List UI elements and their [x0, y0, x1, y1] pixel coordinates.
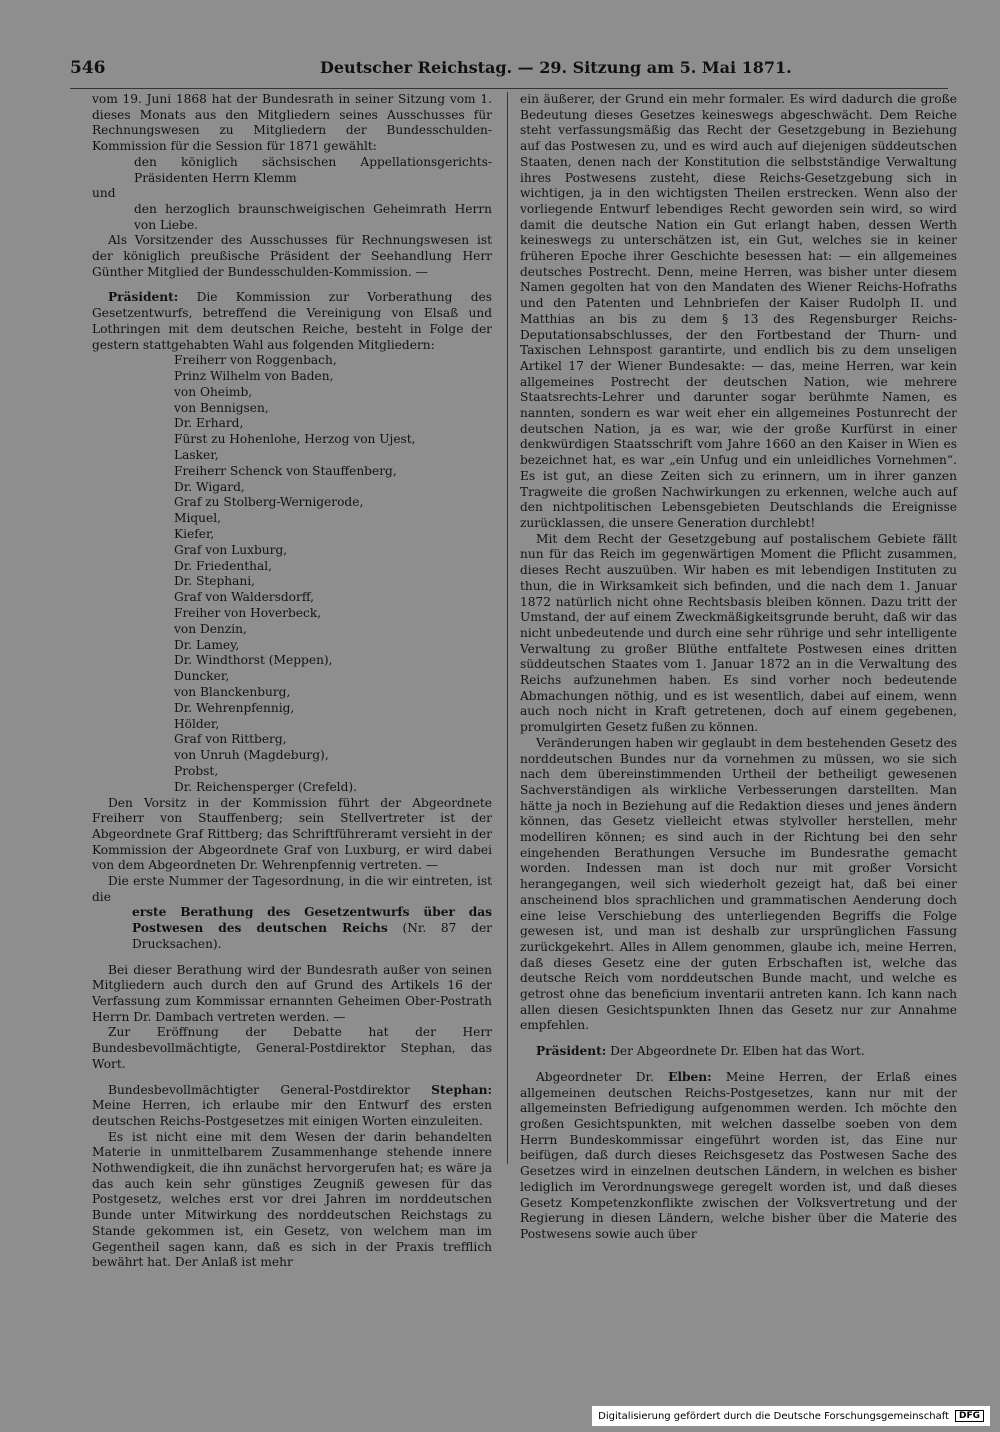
member-list-item: Probst, — [174, 763, 219, 778]
page-number: 546 — [70, 58, 106, 78]
paragraph — [520, 1044, 957, 1060]
member-list-item: Freiherr von Roggenbach, — [174, 353, 337, 368]
member-list-item: Dr. Stephani, — [174, 574, 256, 589]
member-list-item: Dr. Windthorst (Meppen), — [174, 653, 333, 668]
paragraph: vom 19. Juni 1868 hat der Bundesrath in seiner Sitzung vom 1. dieses Monats aus den Mitgliedern seines Ausschusses für Rechnungswesen zu Mitgliedern der Bundesschulden-Kommission für die Session für 1871 gewählt: — [92, 92, 492, 154]
left-column — [92, 92, 492, 1271]
paragraph: den herzoglich braunschweigischen Geheimrath Herrn von Liebe. — [134, 201, 492, 232]
paragraph: Den Vorsitz in der Kommission führt der Abgeordnete Freiherr von Stauffenberg; sein Stellvertreter ist der Abgeordnete Graf Rittberg; das Schriftführeramt versieht in der Kommission der Abgeordnete Graf von Luxburg, er wird dabei von dem Abgeordneten Dr. Wehrenpfennig vertreten. — — [92, 795, 492, 873]
member-list — [92, 353, 492, 795]
member-list-item: von Blanckenburg, — [174, 684, 291, 699]
agenda-ref: (Nr. 87 der Drucksachen). — [132, 921, 492, 951]
dfg-logo: DFG — [955, 1410, 984, 1422]
member-list-item: Kiefer, — [174, 527, 215, 542]
speaker-role: Abgeordneter Dr. — [536, 1069, 669, 1084]
member-list-item: Graf zu Stolberg-Wernigerode, — [174, 495, 364, 510]
running-head: Deutscher Reichstag. — 29. Sitzung am 5. Mai 1871. — [320, 58, 792, 77]
right-column — [520, 92, 957, 1243]
speaker-name: Präsident: — [108, 290, 179, 305]
member-list-item: Fürst zu Hohenlohe, Herzog von Ujest, — [174, 432, 416, 447]
paragraph: Es ist nicht eine mit dem Wesen der darin behandelten Materie in unmittelbarem Zusammenhange stehende innere Nothwendigkeit, die ihn zunächst hervorgerufen hat; es wäre ja das auch kein sehr günstiges Zeugniß gewesen für das Postgesetz, welches erst vor drei Jahren im norddeutschen Bunde unter Mitwirkung des norddeutschen Reichstags zu Stande gekommen ist, ein Gesetz, von welchem man im Gegentheil sagen kann, daß es sich in der Praxis trefflich bewährt hat. Der Anlaß ist mehr — [92, 1129, 492, 1270]
paragraph: Zur Eröffnung der Debatte hat der Herr Bundesbevollmächtigte, General-Postdirektor Stephan, das Wort. — [92, 1025, 492, 1071]
column-divider — [507, 92, 508, 1164]
member-list-item: Graf von Waldersdorff, — [174, 590, 314, 605]
paragraph: Bei dieser Berathung wird der Bundesrath außer von seinen Mitgliedern auch durch den auf Grund des Artikels 16 der Verfassung zum Kommissar ernannten Geheimen Ober-Postrath Herrn Dr. Dambach vertreten werden. — — [92, 962, 492, 1024]
paragraph: den königlich sächsischen Appellationsgerichts-Präsidenten Herrn Klemm — [134, 154, 492, 185]
digitization-credit — [592, 1406, 990, 1426]
paragraph — [92, 290, 492, 353]
speech-text: Meine Herren, der Erlaß eines allgemeinen deutschen Reichs-Postgesetzes, kann nur mit der allgemeinsten Befriedigung aufgenommen werden. Ich möchte den großen Gesichtspunkten, mit welchen dasselbe soeben von dem Herrn Bundeskommissar eingeführt worden ist, das Eine nur beifügen, daß durch dieses Reichsgesetz das Postwesen Sache des Gesetzes wird in einzelnen deutschen Ländern, in welchen es bisher lediglich im Verordnungswege geregelt worden ist, und daß dieses Gesetz Kompetenzkonflikte zwischen der Volksvertretung und der Regierung in diesen Ländern, welche bisher über die Materie des Postwesens sowie auch über — [520, 1069, 957, 1241]
member-list-item: Freiherr Schenck von Stauffenberg, — [174, 463, 397, 478]
speaker-name: Präsident: — [536, 1044, 607, 1059]
speaker-name: Elben: — [668, 1069, 712, 1084]
member-list-item: von Denzin, — [174, 621, 247, 636]
paragraph: Die erste Nummer der Tagesordnung, in die wir eintreten, ist die — [92, 874, 492, 904]
member-list-item: Prinz Wilhelm von Baden, — [174, 369, 334, 384]
member-list-item: Duncker, — [174, 669, 230, 684]
member-list-item: Graf von Luxburg, — [174, 542, 288, 557]
agenda-title: erste Berathung des Gesetzentwurfs über das Postwesen des deutschen Reichs — [132, 905, 492, 936]
member-list-item: Dr. Wehrenpfennig, — [174, 700, 295, 715]
paragraph — [92, 1083, 492, 1130]
member-list-item: Freiher von Hoverbeck, — [174, 606, 322, 620]
credit-text: Digitalisierung gefördert durch die Deutsche Forschungsgemeinschaft — [598, 1410, 949, 1422]
paragraph: Veränderungen haben wir geglaubt in dem bestehenden Gesetz des norddeutschen Bundes nur da vornehmen zu müssen, wo sie sich nach dem übereinstimmenden Urtheil der betheiligt gewesenen Sachverständigen als wirkliche Verbesserungen darstellten. Man hätte ja noch in Beziehung auf die Redaktion dieses und jenes ändern können, das Gesetz vielleicht etwas stylvoller herstellen, mehr modelliren können; es sind auch in der Richtung bei den sehr eingehenden Berathungen Versuche im Bundesrathe gemacht worden. Indessen man ist doch nur mit großer Vorsicht herangegangen, weil sich wiederholt gezeigt hat, daß bei einer anscheinend blos sprachlichen und grammatischen Aenderung doch eine leise Verschiebung des unterliegenden Begriffs die Folge gewesen ist, und man ist deshalb zur ursprünglichen Fassung zurückgekehrt. Alles in Allem genommen, glaube ich, meine Herren, daß dieses Gesetz eine der guten Erbschaften ist, welche das deutsche Reich vom norddeutschen Bunde macht, und welche es getrost ohne das beneficium inventarii antreten kann. Ich kann nach allen diesen Gesichtspunkten Ihnen das Gesetz nur zur Annahme empfehlen. — [520, 735, 957, 1033]
member-list-item: Miquel, — [174, 511, 222, 526]
speech-text: Der Abgeordnete Dr. Elben hat das Wort. — [606, 1044, 865, 1059]
member-list-item: von Unruh (Magdeburg), — [174, 748, 329, 763]
paragraph: Als Vorsitzender des Ausschusses für Rechnungswesen ist der königlich preußische Präsident der Seehandlung Herr Günther Mitglied der Bundesschulden-Kommission. — — [92, 233, 492, 279]
speaker-name: Stephan: — [431, 1082, 492, 1097]
speech-text: Meine Herren, ich erlaube mir den Entwurf des ersten deutschen Reichs-Postgesetzes mit einigen Worten einzuleiten. — [92, 1098, 492, 1128]
header-rule — [70, 88, 948, 89]
member-list-item: Dr. Wigard, — [174, 479, 245, 494]
paragraph: und — [92, 186, 116, 201]
speech-text: Die Kommission zur Vorberathung des Gesetzentwurfs, betreffend die Vereinigung von Elsaß und Lothringen mit dem deutschen Reiche, besteht in Folge der gestern stattgehabten Wahl aus folgenden Mitgliedern: — [92, 290, 492, 352]
paragraph — [520, 1070, 957, 1243]
member-list-item: Dr. Reichensperger (Crefeld). — [174, 779, 358, 794]
paragraph: ein äußerer, der Grund ein mehr formaler. Es wird dadurch die große Bedeutung dieses Gesetzes keineswegs abgeschwächt. Dem Reiche steht verfassungsmäßig das Recht der Gesetzgebung in Beziehung auf das Postwesen zu, und es wird auch auf diejenigen süddeutschen Staaten, denen nach der Konstitution die selbstständige Verwaltung ihres Postwesens zusteht, diese Reichs-Gesetzgebung sich in wichtigen, ja in den wichtigsten Theilen erstrecken. Wenn also der vorliegende Entwurf lebendiges Recht geworden sein wird, so wird damit die deutsche Nation ein Gut erlangt haben, dessen Werth keineswegs zu unterschätzen ist, ein Gut, welches sie in keiner früheren Epoche ihrer Geschichte besessen hat: — ein allgemeines deutsches Postrecht. Denn, meine Herren, was bisher unter diesem Namen gegolten hat von den Mandaten des Wiener Reichs-Hofraths und den Patenten und Lehnbriefen der Kaiser Rudolph II. und Matthias an bis zu dem § 13 des Regensburger Reichs-Deputationsabschlusses, der den Fortbestand der Thurn- und Taxischen Lehnspost garantirte, und endlich bis zu dem unseligen Artikel 17 der Wiener Bundesakte: — das, meine Herren, war kein allgemeines Postrecht der deutschen Nation, wie mehrere Staatsrechts-Lehrer und darunter sogar berühmte Namen, es nannten, sondern es war weit eher ein allgemeines Postunrecht der deutschen Nation, ja es war, wie der große Kurfürst in einer denkwürdigen Staatsschrift vom Jahre 1660 an den Kaiser in Wien es bezeichnet hat, es war „ein Unfug und ein unleidliches Vornehmen“. Es ist gut, an diese Zeiten sich zu erinnern, um in ihrer ganzen Tragweite die großen Nachwirkungen zu erkennen, welche auch auf den nichtpolitischen Lebensgebieten Deutschlands die Ereignisse zurücklassen, die unsere Generation durchlebt! — [520, 92, 957, 530]
agenda-item — [92, 905, 492, 952]
member-list-item: Dr. Erhard, — [174, 416, 244, 431]
member-list-item: Graf von Rittberg, — [174, 732, 287, 747]
member-list-item: Dr. Friedenthal, — [174, 558, 273, 573]
speaker-role: Bundesbevollmächtigter General-Postdirektor — [108, 1082, 432, 1097]
member-list-item: Dr. Lamey, — [174, 637, 240, 652]
page-header — [70, 58, 930, 82]
paragraph: Mit dem Recht der Gesetzgebung auf postalischem Gebiete fällt nun für das Reich im gegenwärtigen Moment die Pflicht zusammen, dieses Recht auszuüben. Wir haben es mit lebendigen Instituten zu thun, die in Wirksamkeit sich befinden, und die nach dem 1. Januar 1872 natürlich nicht ohne Rechtsbasis bleiben können. Dazu tritt der Umstand, der auf einem Zweckmäßigkeitsgrunde beruht, daß wir das nicht unbedeutende und durch eine sehr rührige und sehr intelligente Verwaltung zu großer Blüthe entfaltete Postwesen eines dritten süddeutschen Staates vom 1. Januar 1872 an in die Verwaltung des Reichs aufzunehmen haben. Es sind vorher noch bedeutende Abmachungen nöthig, und es ist wesentlich, dabei auf einem, wenn auch noch nicht in Kraft getretenen, doch auf einem gegebenen, promulgirten Gesetz fußen zu können. — [520, 531, 957, 735]
member-list-item: Lasker, — [174, 448, 219, 463]
member-list-item: von Bennigsen, — [174, 400, 269, 415]
member-list-item: von Oheimb, — [174, 384, 253, 399]
member-list-item: Hölder, — [174, 716, 220, 731]
